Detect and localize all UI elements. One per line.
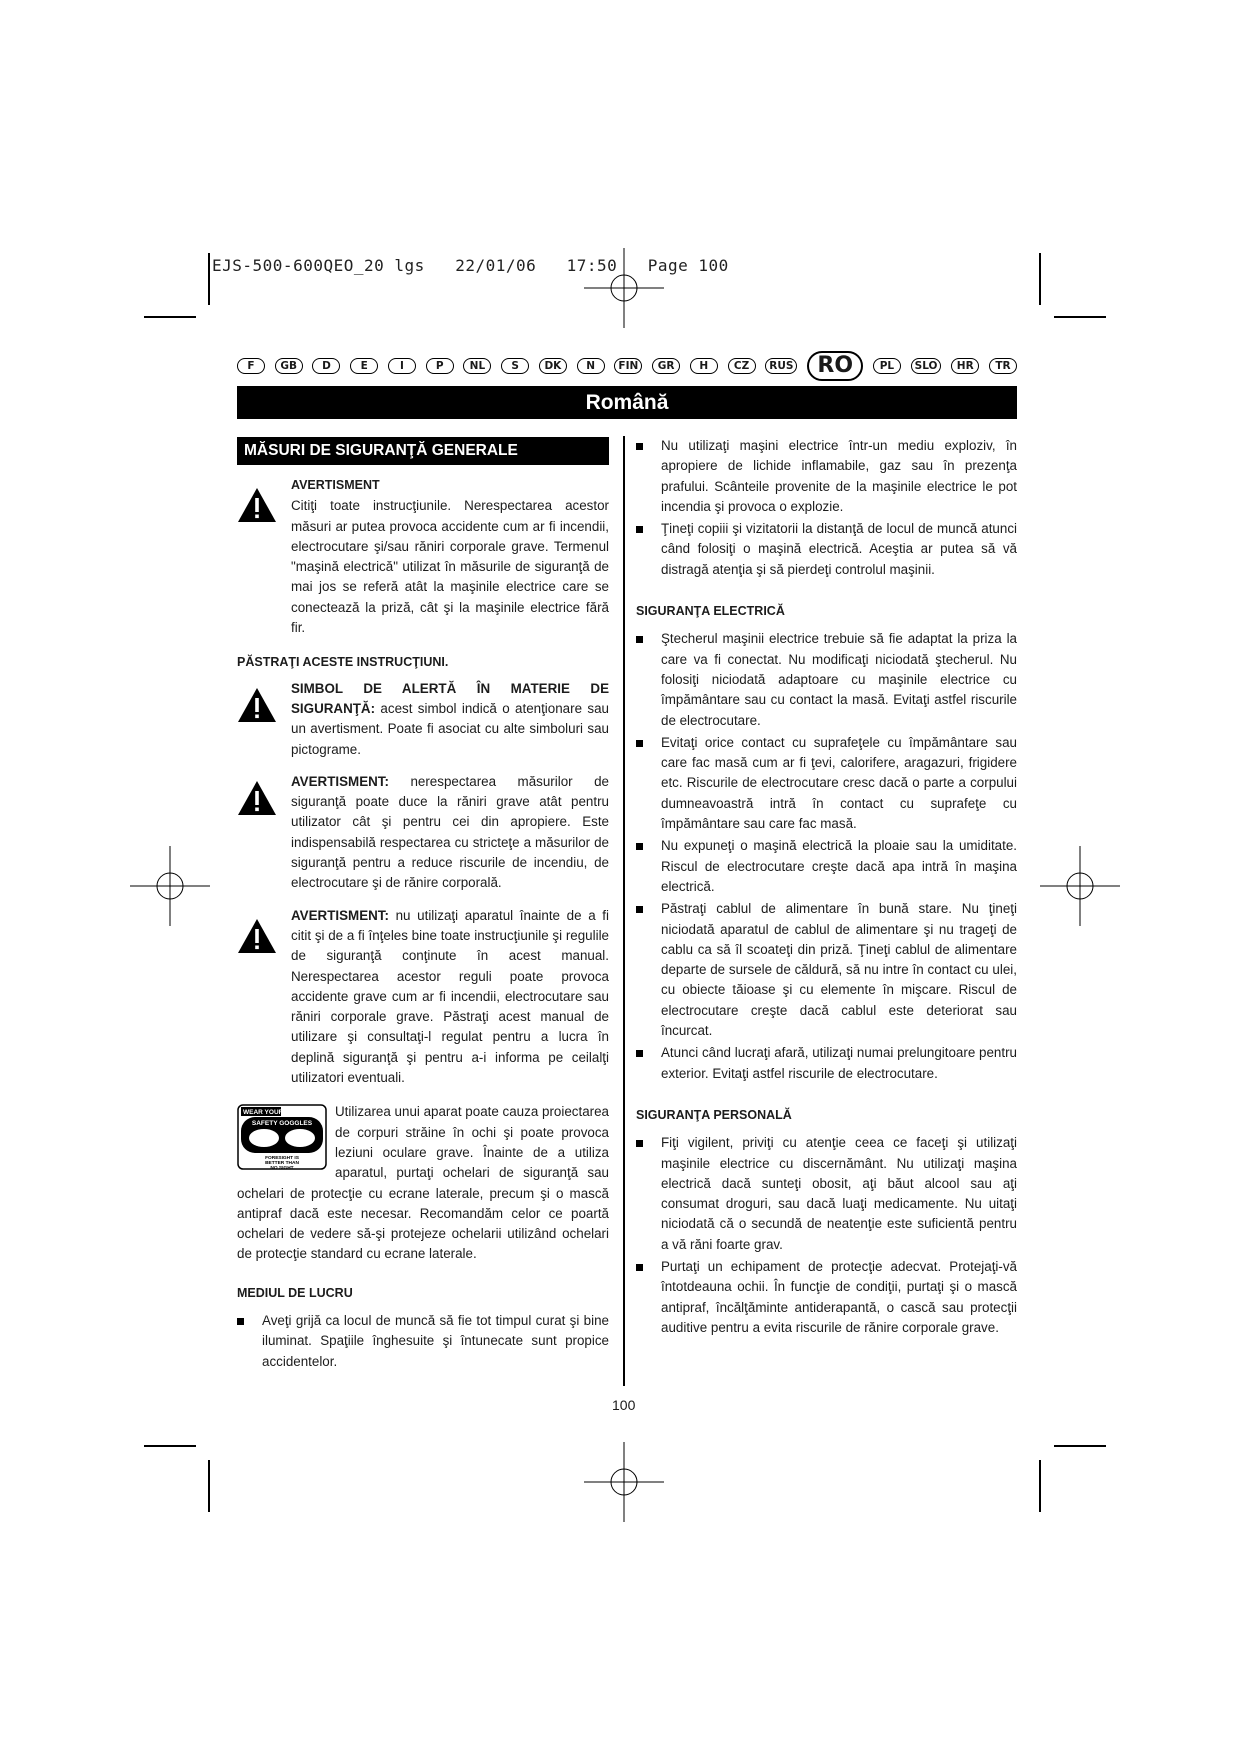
warning-text: nerespectarea măsurilor de siguranţă poate duce la răniri grave atât pentru utilizator cât şi pentru cei din apropiere. Este indispensabilă respectarea cu stricteţe a măsurilor de siguranţă pentru a reduce riscurile de incendiu, de electrocutare şi de rănire corporală. (291, 773, 609, 891)
safety-goggles-icon (237, 1104, 327, 1170)
list-item (636, 1257, 1017, 1338)
language-s: S (501, 358, 529, 374)
crop-mark (208, 253, 210, 305)
crop-mark (144, 1445, 196, 1447)
warning-block (237, 475, 609, 638)
registration-mark (130, 846, 210, 926)
electrical-safety-heading: SIGURANŢA ELECTRICĂ (636, 604, 785, 619)
goggles-text: Utilizarea unui aparat poate cauza proiectarea de corpuri străine în ochi şi poate provoca leziuni oculare grave. Înainte de a utiliza aparatul, purtaţi ochelari de siguranţă sau ochelari de protecţie cu ecrane laterale, precum şi o mască antipraf dacă este necesar. Recomandăm celor ce poartă ochelari de vedere să-şi protejeze ochelarii utilizând ochelari de protecţie standard cu ecrane laterale. (237, 1104, 609, 1262)
list-item (237, 1311, 609, 1372)
list-item-text: Fiţi vigilent, priviţi cu atenţie ceea ce faceţi şi utilizaţi maşinile electrice cu discernământ. Nu utilizaţi maşina electrică dacă sunteţi obosit, aţi băut alcool sau aţi consumat droguri, sau dacă luaţi medicamente. Nu uitaţi niciodată că o secundă de neatenţie este suficientă pentru a vă răni foarte grav. (661, 1135, 1017, 1252)
language-rus: RUS (765, 358, 797, 374)
crop-mark (1039, 253, 1041, 305)
list-item-text: Ţineţi copiii şi vizitatorii la distanţă de locul de muncă atunci când folosiţi o maşină electrică. Aceştia ar putea să vă distragă atenţia şi să pierdeţi controlul maşinii. (661, 521, 1017, 577)
goggles-badge-line: BETTER THAN (265, 1161, 299, 1167)
warning-triangle-icon (237, 487, 277, 523)
language-h: H (690, 358, 718, 374)
language-d: D (312, 358, 340, 374)
list-item (636, 519, 1017, 580)
right-column (636, 436, 1017, 1338)
warning-text: nu utilizaţi aparatul înainte de a fi citit şi de a fi înţeles bine toate instrucţiunile şi regulile de siguranţă conţinute în acest manual. Nerespectarea acestor reguli poate provoca accidente grave cum ar fi incendii, electrocutare sau răniri corporale grave. Păstraţi acest manual de utilizare şi consultaţi-l regulat pentru a lucra în deplină siguranţă şi pentru a-i informa pe ceilalţi utilizatori eventuali. (291, 907, 609, 1086)
print-slug: EJS-500-600QEO_20 lgs 22/01/06 17:50 Page 100 (212, 256, 729, 275)
language-slo: SLO (911, 358, 942, 374)
language-n: N (577, 358, 605, 374)
crop-mark (144, 316, 196, 318)
keep-instructions-heading: PĂSTRAŢI ACESTE INSTRUCŢIUNI. (237, 655, 449, 670)
warning-heading: AVERTISMENT: (291, 907, 389, 923)
language-dk: DK (539, 358, 567, 374)
list-item-text: Evitaţi orice contact cu suprafeţele cu împământare sau care fac masă cum ar fi ţevi, calorifere, aragazuri, frigidere etc. Riscurile de electrocutare cresc dacă o parte a corpului dumneavoastră intră în contact cu suprafeţe cu împământare sau care fac masă. (661, 734, 1017, 832)
language-tr: TR (989, 358, 1017, 374)
goggles-badge-line: NO SIGHT (270, 1166, 294, 1171)
language-hr: HR (951, 358, 979, 374)
warning-text: Citiţi toate instrucţiunile. Nerespectarea acestor măsuri ar putea provoca accidente cum ar fi incendii, electrocutare şi/sau răniri corporale grave. Termenul "maşină electrică" utilizat în măsurile de siguranţă de mai jos se referă atât la maşinile electrice care se conectează la priză, cât şi la maşinile electrice fără fir. (291, 498, 609, 636)
list-item-text: Ştecherul maşinii electrice trebuie să fie adaptat la priza la care va fi conectat. Nu modificaţi niciodată ştecherul. Nu folosiţi niciodată adaptoare cu maşinile electrice cu împământare sau cu contact la masă. Evitaţi astfel riscurile de electrocutare. (661, 631, 1017, 728)
list-item (636, 836, 1017, 897)
crop-mark (1054, 1445, 1106, 1447)
crop-mark (1054, 316, 1106, 318)
column-divider (623, 436, 625, 1386)
warning-heading: AVERTISMENT: (291, 773, 389, 789)
alert-heading: SIMBOL DE ALERTĂ ÎN MATERIE DE SIGURANŢĂ: (291, 680, 609, 716)
language-i: I (388, 358, 416, 374)
page-title: Română (237, 386, 1017, 419)
language-p: P (426, 358, 454, 374)
list-item (636, 733, 1017, 834)
language-selector (237, 350, 1017, 382)
language-nl: NL (463, 358, 491, 374)
list-item (636, 1133, 1017, 1255)
left-column (237, 437, 609, 1372)
list-item-text: Păstraţi cablul de alimentare în bună stare. Nu ţineţi niciodată aparatul de cablul de alimentare şi nu trageţi de cablu ca să îl scoateţi din priză. Ţineţi cablul de alimentare departe de sursele de căldură, să nu intre în contact cu ulei, cu obiecte tăioase şi cu elemente în mişcare. Riscul de electrocutare creşte dacă cablul este deteriorat sau încurcat. (661, 901, 1017, 1039)
goggles-block (237, 1102, 609, 1264)
section-title: MĂSURI DE SIGURANŢĂ GENERALE (237, 437, 609, 465)
goggles-badge-line: WEAR YOUR (243, 1109, 284, 1117)
list-item-text: Purtaţi un echipament de protecţie adecvat. Protejaţi-vă întotdeauna ochii. În funcţie de condiţii, purtaţi şi o mască antipraf, încălţăminte antiderapantă, o cască sau protecţii auditive pentru a evita riscurile de rănire corporale grave. (661, 1258, 1017, 1335)
warning-block (237, 772, 609, 894)
warning-triangle-icon (237, 687, 277, 723)
warning-triangle-icon (237, 918, 277, 954)
registration-mark (584, 1442, 664, 1522)
language-cz: CZ (728, 358, 756, 374)
alert-symbol-block (237, 679, 609, 760)
warning-triangle-icon (237, 780, 277, 816)
language-gr: GR (652, 358, 680, 374)
warning-block (237, 906, 609, 1089)
personal-safety-heading: SIGURANŢA PERSONALĂ (636, 1107, 792, 1122)
list-item (636, 629, 1017, 730)
language-f: F (237, 358, 265, 374)
language-gb: GB (275, 358, 303, 374)
language-fin: FIN (614, 358, 642, 374)
list-item (636, 1043, 1017, 1084)
work-area-heading: MEDIUL DE LUCRU (237, 1285, 353, 1300)
list-item (636, 436, 1017, 517)
list-item-text: Nu expuneţi o maşină electrică la ploaie sau la umiditate. Riscul de electrocutare creşte dacă apa intră în maşina electrică. (661, 838, 1017, 894)
goggles-badge-line: SAFETY GOGGLES (251, 1120, 313, 1128)
language-ro: RO (807, 351, 863, 381)
list-item (636, 899, 1017, 1041)
list-item-text: Atunci când lucraţi afară, utilizaţi numai prelungitoare pentru exterior. Evitaţi astfel riscurile de electrocutare. (661, 1045, 1017, 1081)
list-item-text: Nu utilizaţi maşini electrice într-un mediu exploziv, în apropiere de lichide inflamabile, gaz sau în prezenţa prafului. Scânteile provenite de la maşinile electrice le pot incendia şi provoca o explozie. (661, 438, 1017, 514)
alert-text: acest simbol indică o atenţionare sau un avertisment. Poate fi asociat cu alte simboluri sau pictograme. (291, 700, 609, 757)
list-item-text: Aveţi grijă ca locul de muncă să fie tot timpul curat şi bine iluminat. Spaţiile înghesuite şi întunecate sunt propice accidentelor. (262, 1312, 609, 1369)
language-pl: PL (873, 358, 901, 374)
warning-heading: AVERTISMENT (291, 478, 380, 492)
crop-mark (208, 1460, 210, 1512)
goggles-badge-line: FORESIGHT IS (265, 1156, 299, 1162)
page-number: 100 (612, 1397, 636, 1413)
crop-mark (1039, 1460, 1041, 1512)
registration-mark (1040, 846, 1120, 926)
language-e: E (350, 358, 378, 374)
